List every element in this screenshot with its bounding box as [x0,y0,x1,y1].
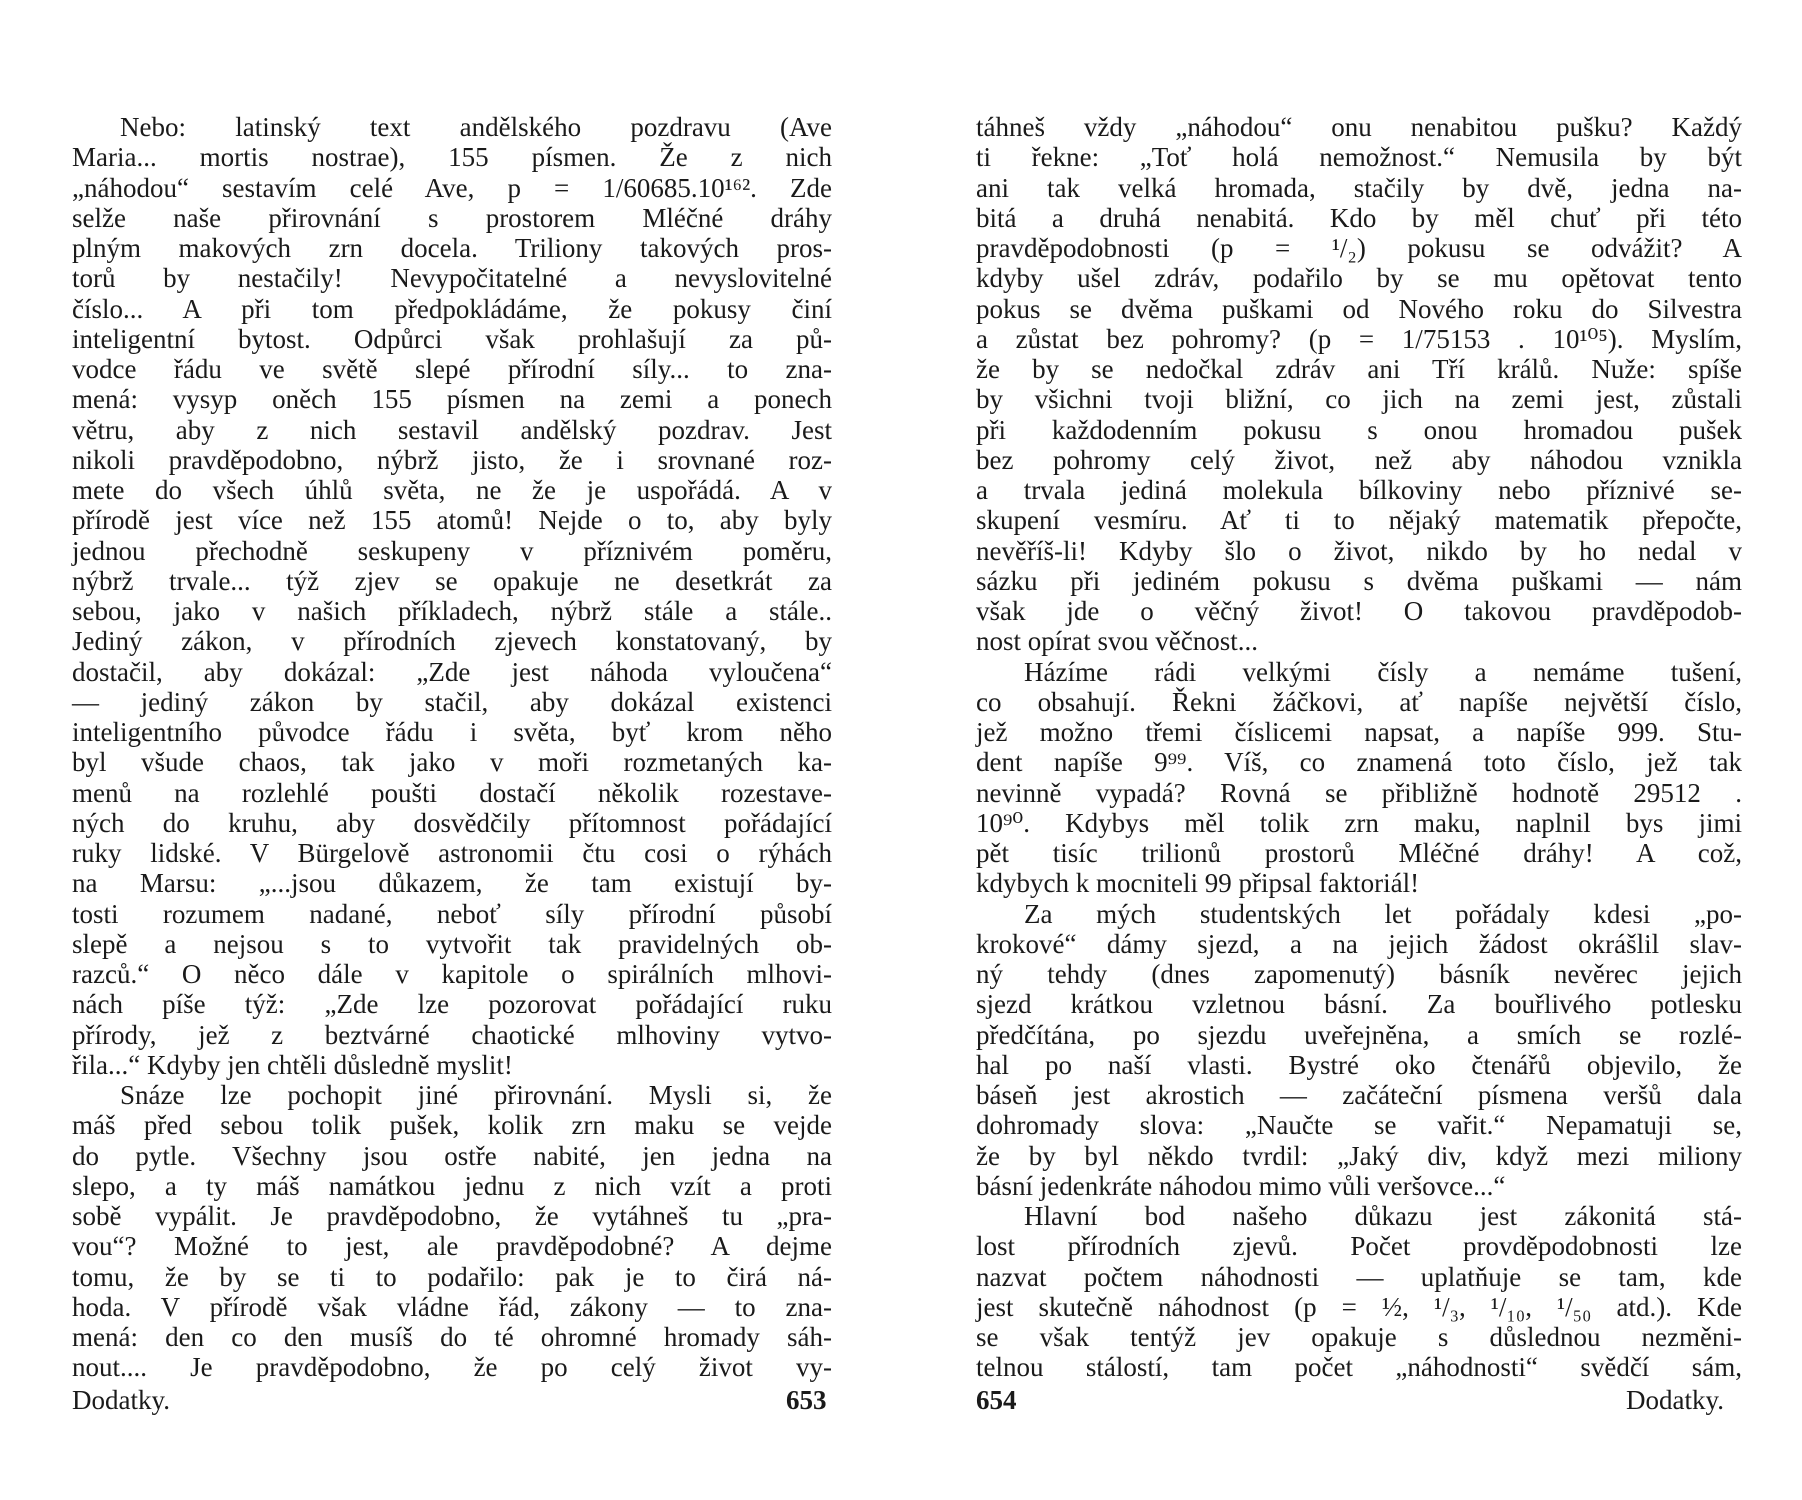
text-line: slepě a nejsou s to vytvořit tak pravidelných ob- [72,928,832,959]
text-line: přírodě jest více než 155 atomů! Nejde o to, aby byly [72,505,832,536]
text-line: Za mých studentských let pořádaly kdesi „po- [1024,898,1742,929]
text-line: 10⁹⁰. Kdybys měl tolik zrn maku, naplnil bys jimi [976,807,1742,838]
text-line: mená: vysyp oněch 155 písmen na zemi a ponech [72,384,832,415]
text-line: do pytle. Všechny jsou ostře nabité, jen jedna na [72,1140,832,1171]
text-line: nout.... Je pravděpodobno, že po celý život vy- [72,1352,832,1383]
text-line: báseň jest akrostich — začáteční písmena veršů dala [976,1080,1742,1110]
right-footer-title: Dodatky. [1626,1385,1724,1415]
text-line: básní jedenkráte náhodou mimo vůli veršovce...“ [976,1170,1506,1201]
text-line: se však tentýž jev opakuje s důslednou nezměni- [976,1322,1742,1352]
text-line: ný tehdy (dnes zapomenutý) básník nevěrec jejich [976,959,1742,989]
text-line: nazvat počtem náhodnosti — uplatňuje se tam, kde [976,1261,1742,1292]
text-line: sjezd krátkou vzletnou básní. Za bouřlivého potlesku [976,989,1742,1020]
text-line: Maria... mortis nostrae), 155 písmen. Že z nich [72,142,832,173]
text-line: vou“? Možné to jest, ale pravděpodobné? A dejme [72,1231,832,1262]
text-line: řila...“ Kdyby jen chtěli důsledně myslit! [72,1049,513,1080]
text-line: tomu, že by se ti to podařilo: pak je to čirá ná- [72,1261,832,1292]
text-line: inteligentního původce řádu i světa, byť krom něho [72,717,832,747]
text-line: táhneš vždy „náhodou“ onu nenabitou pušku? Každý [976,112,1742,142]
text-line: jež možno třemi číslicemi napsat, a napíše 999. Stu- [976,717,1742,747]
text-line: sobě vypálit. Je pravděpodobno, že vytáhneš tu „pra- [72,1201,832,1231]
text-line: inteligentní bytost. Odpůrci však prohlašují za pů- [72,323,832,354]
text-line: menů na rozlehlé poušti dostačí několik rozestave- [72,777,832,808]
text-line: dohromady slova: „Naučte se vařit.“ Nepamatuji se, [976,1110,1742,1141]
text-line: „náhodou“ sestavím celé Ave, p = 1/60685.10¹⁶². Zde [72,172,832,203]
text-line: dent napíše 9⁹⁹. Víš, co znamená toto číslo, jež tak [976,747,1742,778]
text-line: ti řekne: „Toť holá nemožnost.“ Nemusila by být [976,142,1742,173]
text-line: ani tak velká hromada, stačily by dvě, jedna na- [976,172,1742,203]
left-page-number: 653 [786,1385,827,1415]
text-line: krokové“ dámy sjezd, a na jejich žádost okrášlil slav- [976,928,1742,959]
text-line: pět tisíc trilionů prostorů Mléčné dráhy! A což, [976,838,1742,868]
text-line: skupení vesmíru. Ať ti to nějaký matematik přepočte, [976,505,1742,536]
text-line: mená: den co den musíš do té ohromné hromady sáh- [72,1322,832,1352]
text-line: předčítána, po sjezdu uveřejněna, a smích se rozlé- [976,1019,1742,1050]
text-line: Házíme rádi velkými čísly a nemáme tušení, [1024,656,1742,687]
right-page-number: 654 [976,1385,1017,1415]
text-line: co obsahují. Řekni žáčkovi, ať napíše největší číslo, [976,686,1742,717]
text-line: Hlavní bod našeho důkazu jest zákonitá stá- [1024,1201,1742,1231]
text-line: nách píše týž: „Zde lze pozorovat pořádající ruku [72,989,832,1020]
text-line: že by byl někdo tvrdil: „Jaký div, když mezi miliony [976,1140,1742,1171]
text-line: že by se nedočkal zdráv ani Tří králů. Nuže: spíše [976,354,1742,384]
text-line: torů by nestačily! Nevypočitatelné a nevyslovitelné [72,263,832,294]
text-line: nevinně vypadá? Rovná se přibližně hodnotě 29512 . [976,777,1742,808]
text-line: kdyby ušel zdráv, podařilo by se mu opětovat tento [976,263,1742,294]
right-page [901,0,1802,1500]
text-line: jednou přechodně seskupeny v příznivém poměru, [72,535,832,566]
text-line: na Marsu: „...jsou důkazem, že tam existují by- [72,868,832,899]
text-line: selže naše přirovnání s prostorem Mléčné dráhy [72,202,832,233]
text-line: sebou, jako v našich příkladech, nýbrž stále a stále.. [72,596,832,626]
text-line: byl všude chaos, tak jako v moři rozmetaných ka- [72,747,832,778]
text-line: Jediný zákon, v přírodních zjevech konstatovaný, by [72,626,832,657]
text-line: plným makových zrn docela. Triliony takových pros- [72,233,832,263]
text-line: Snáze lze pochopit jiné přirovnání. Mysli si, že [120,1080,832,1110]
text-line: nevěříš-li! Kdyby šlo o život, nikdo by ho nedal v [976,535,1742,566]
left-footer-title: Dodatky. [72,1385,170,1415]
text-line: lost přírodních zjevů. Počet provděpodobnosti lze [976,1231,1742,1262]
text-line: nýbrž trvale... týž zjev se opakuje ne desetkrát za [72,565,832,596]
text-line: ných do kruhu, aby dosvědčily přítomnost pořádající [72,807,832,838]
text-line: slepo, a ty máš namátkou jednu z nich vzít a proti [72,1170,832,1201]
right-page-text [976,112,1742,1383]
text-line: razců.“ O něco dále v kapitole o spirálních mlhovi- [72,959,832,989]
text-line: a trvala jediná molekula bílkoviny nebo příznivé se- [976,475,1742,505]
text-line: při každodenním pokusu s onou hromadou pušek [976,414,1742,445]
text-line: ruky lidské. V Bürgelově astronomii čtu cosi o rýhách [72,838,832,868]
text-line: sázku při jediném pokusu s dvěma puškami — nám [976,565,1742,596]
text-line: kdybych k mocniteli 99 připsal faktoriál! [976,868,1420,899]
left-page-text [72,112,832,1383]
text-line: bitá a druhá nenabitá. Kdo by měl chuť při této [976,202,1742,233]
text-line: nikoli pravděpodobno, nýbrž jisto, že i srovnané roz- [72,444,832,475]
text-line: máš před sebou tolik pušek, kolik zrn maku se vejde [72,1110,832,1141]
text-line: větru, aby z nich sestavil andělský pozdrav. Jest [72,414,832,445]
text-line: dostačil, aby dokázal: „Zde jest náhoda vyloučena“ [72,656,832,687]
text-line: však jde o věčný život! O takovou pravděpodob- [976,596,1742,626]
text-line: telnou stálostí, tam počet „náhodnosti“ svědčí sám, [976,1352,1742,1383]
text-line: a zůstat bez pohromy? (p = 1/75153 . 10¹⁰⁵). Myslím, [976,323,1742,354]
text-line: hoda. V přírodě však vládne řád, zákony — to zna- [72,1291,832,1322]
text-line: tosti rozumem nadané, neboť síly přírodní působí [72,898,832,929]
text-line: vodce řádu ve světě slepé přírodní síly... to zna- [72,354,832,384]
text-line: — jediný zákon by stačil, aby dokázal existenci [72,686,832,717]
text-line: hal po naší vlasti. Bystré oko čtenářů objevilo, že [976,1049,1742,1080]
text-line: bez pohromy celý život, než aby náhodou vznikla [976,444,1742,475]
text-line: jest skutečně náhodnost (p = ½, ¹/₃, ¹/₁₀, ¹/₅₀ atd.). Kde [976,1291,1742,1322]
text-line: mete do všech úhlů světa, ne že je uspořádá. A v [72,475,832,505]
text-line: přírody, jež z beztvárné chaotické mlhoviny vytvo- [72,1019,832,1050]
text-line: číslo... A při tom předpokládáme, že pokusy činí [72,293,832,324]
text-line: by všichni tvoji bližní, co jich na zemi jest, zůstali [976,384,1742,415]
text-line: Nebo: latinský text andělského pozdravu (Ave [120,112,832,142]
text-line: pravděpodobnosti (p = ¹/₂) pokusu se odvážit? A [976,233,1742,263]
text-line: nost opírat svou věčnost... [976,626,1258,657]
text-line: pokus se dvěma puškami od Nového roku do Silvestra [976,293,1742,324]
